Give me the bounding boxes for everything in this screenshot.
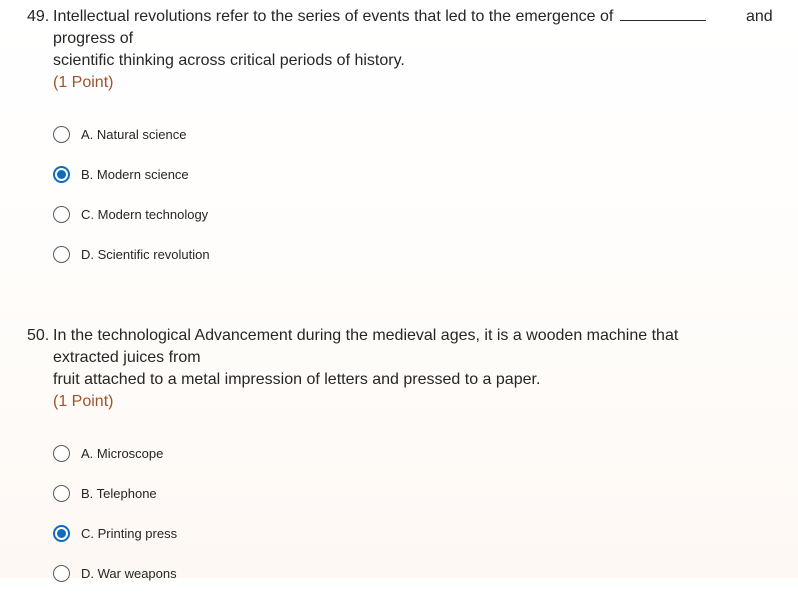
question-50 [0, 325, 798, 593]
option-label: C. Modern technology [81, 206, 209, 222]
radio-button[interactable] [53, 445, 70, 462]
option-b[interactable] [53, 473, 798, 513]
question-text-line: extracted juices from [53, 349, 201, 366]
question-text-line: Intellectual revolutions refer to the series of events that led to the emergence of [53, 6, 798, 28]
question-points: (1 Point) [53, 393, 114, 410]
option-label: D. War weapons [81, 565, 177, 581]
question-text-line: In the technological Advancement during the medieval ages, it is a wooden machine that [53, 327, 679, 344]
options-group [53, 114, 798, 274]
option-label: B. Modern science [81, 166, 189, 182]
option-b[interactable] [53, 154, 798, 194]
option-label: A. Microscope [81, 445, 164, 461]
radio-button-selected[interactable] [53, 166, 70, 183]
option-label: D. Scientific revolution [81, 246, 210, 262]
option-label: A. Natural science [81, 126, 187, 142]
option-label: C. Printing press [81, 525, 178, 541]
question-title [0, 6, 798, 94]
option-c[interactable] [53, 194, 798, 234]
question-49 [0, 6, 798, 274]
option-label: B. Telephone [81, 485, 157, 501]
option-d[interactable] [53, 553, 798, 593]
question-title [0, 325, 798, 413]
question-points: (1 Point) [53, 74, 114, 91]
radio-button[interactable] [53, 126, 70, 143]
option-a[interactable] [53, 114, 798, 154]
option-a[interactable] [53, 433, 798, 473]
question-text-line: fruit attached to a metal impression of letters and pressed to a paper. [53, 371, 541, 388]
question-text-line: progress of [53, 30, 134, 47]
radio-button[interactable] [53, 565, 70, 582]
question-trailing-word: and [746, 8, 773, 25]
question-number: 50. [27, 327, 50, 344]
question-text [53, 6, 798, 94]
radio-button[interactable] [53, 206, 70, 223]
options-group [53, 433, 798, 593]
radio-button-selected[interactable] [53, 525, 70, 542]
question-text-line: scientific thinking across critical periods of history. [53, 52, 405, 69]
answer-blank [620, 8, 706, 21]
option-d[interactable] [53, 234, 798, 274]
radio-button[interactable] [53, 485, 70, 502]
option-c[interactable] [53, 513, 798, 553]
question-text [53, 325, 798, 413]
radio-button[interactable] [53, 246, 70, 263]
question-number: 49. [27, 8, 50, 25]
